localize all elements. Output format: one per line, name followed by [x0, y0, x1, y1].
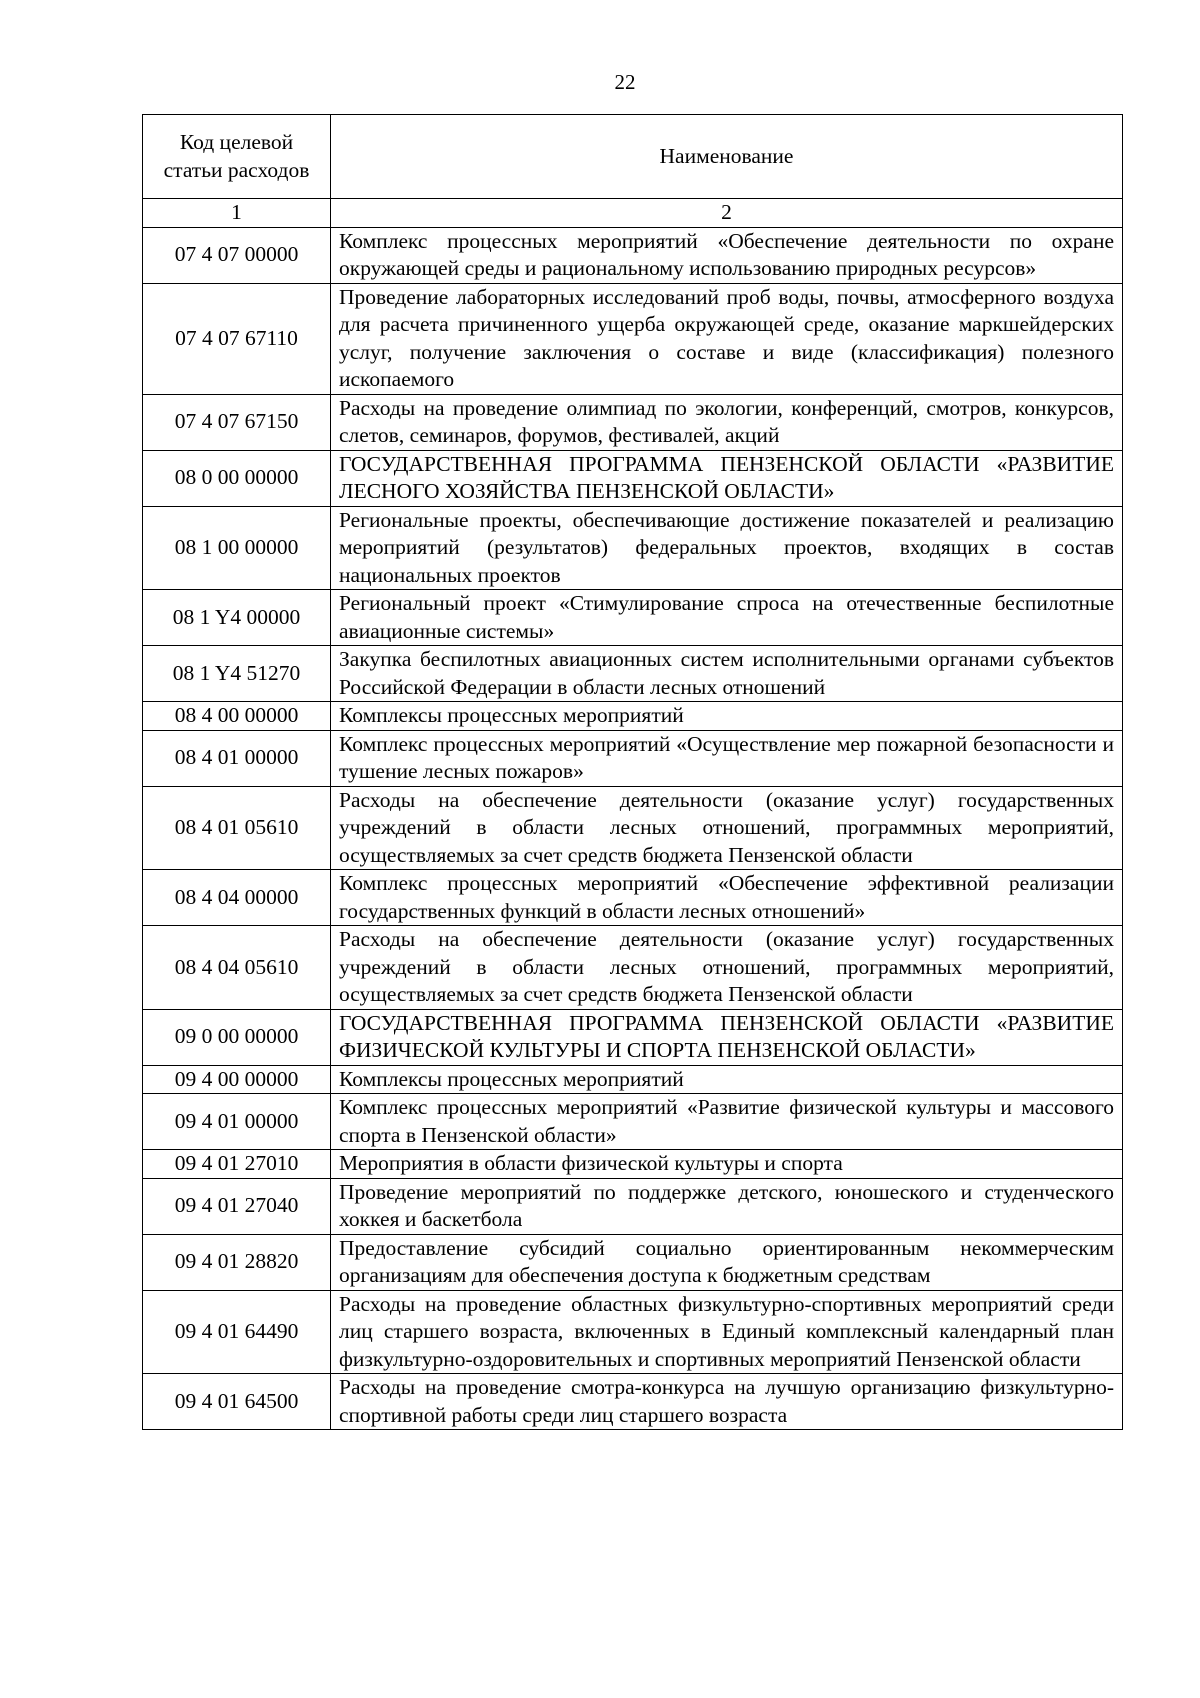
table-row [143, 1094, 1123, 1150]
table-row [143, 1290, 1123, 1374]
table-row [143, 1150, 1123, 1179]
row-name: Предоставление субсидий социально ориентированным некоммерческим организациям для обеспечения доступа к бюджетным средствам [331, 1234, 1123, 1290]
table-row [143, 1234, 1123, 1290]
row-name: Комплексы процессных мероприятий [331, 702, 1123, 731]
table-row [143, 646, 1123, 702]
row-name: Региональный проект «Стимулирование спроса на отечественные беспилотные авиационные системы» [331, 590, 1123, 646]
table-row [143, 1065, 1123, 1094]
row-name: ГОСУДАРСТВЕННАЯ ПРОГРАММА ПЕНЗЕНСКОЙ ОБЛАСТИ «РАЗВИТИЕ ФИЗИЧЕСКОЙ КУЛЬТУРЫ И СПОРТА ПЕНЗЕНСКОЙ ОБЛАСТИ» [331, 1009, 1123, 1065]
table-row [143, 506, 1123, 590]
row-name: ГОСУДАРСТВЕННАЯ ПРОГРАММА ПЕНЗЕНСКОЙ ОБЛАСТИ «РАЗВИТИЕ ЛЕСНОГО ХОЗЯЙСТВА ПЕНЗЕНСКОЙ ОБЛАСТИ» [331, 450, 1123, 506]
row-code: 09 4 00 00000 [143, 1065, 331, 1094]
row-code: 08 1 Y4 00000 [143, 590, 331, 646]
row-name: Комплекс процессных мероприятий «Обеспечение деятельности по охране окружающей среды и рациональному использованию природных ресурсов» [331, 227, 1123, 283]
row-code: 08 4 01 00000 [143, 730, 331, 786]
row-name: Комплекс процессных мероприятий «Осуществление мер пожарной безопасности и тушение лесных пожаров» [331, 730, 1123, 786]
row-code: 09 4 01 64490 [143, 1290, 331, 1374]
column-number-2: 2 [331, 199, 1123, 228]
row-code: 09 4 01 64500 [143, 1374, 331, 1430]
row-name: Расходы на обеспечение деятельности (оказание услуг) государственных учреждений в области лесных отношений, программных мероприятий, осуществляемых за счет средств бюджета Пензенской области [331, 926, 1123, 1010]
row-code: 08 4 04 00000 [143, 870, 331, 926]
page-number: 22 [614, 70, 636, 94]
row-name: Региональные проекты, обеспечивающие достижение показателей и реализацию мероприятий (результатов) федеральных проектов, входящих в состав национальных проектов [331, 506, 1123, 590]
table-body [143, 227, 1123, 1430]
table-row [143, 227, 1123, 283]
row-name: Проведение мероприятий по поддержке детского, юношеского и студенческого хоккея и баскетбола [331, 1178, 1123, 1234]
row-name: Расходы на проведение смотра-конкурса на лучшую организацию физкультурно-спортивной работы среди лиц старшего возраста [331, 1374, 1123, 1430]
row-code: 09 4 01 28820 [143, 1234, 331, 1290]
row-code: 08 1 Y4 51270 [143, 646, 331, 702]
row-code: 08 0 00 00000 [143, 450, 331, 506]
row-code: 09 0 00 00000 [143, 1009, 331, 1065]
table-row [143, 870, 1123, 926]
row-name: Комплекс процессных мероприятий «Развитие физической культуры и массового спорта в Пензенской области» [331, 1094, 1123, 1150]
row-code: 08 1 00 00000 [143, 506, 331, 590]
table-row [143, 702, 1123, 731]
row-name: Закупка беспилотных авиационных систем исполнительными органами субъектов Российской Федерации в области лесных отношений [331, 646, 1123, 702]
budget-classification-table [142, 114, 1123, 1430]
row-code: 08 4 00 00000 [143, 702, 331, 731]
table-row [143, 450, 1123, 506]
table-row [143, 1178, 1123, 1234]
table-row [143, 283, 1123, 394]
table-header-row [143, 115, 1123, 199]
row-code: 09 4 01 27040 [143, 1178, 331, 1234]
table-row [143, 590, 1123, 646]
row-code: 08 4 01 05610 [143, 786, 331, 870]
header-code-column: Код целевой статьи расходов [143, 115, 331, 199]
table-row [143, 786, 1123, 870]
table-row [143, 1009, 1123, 1065]
row-code: 07 4 07 00000 [143, 227, 331, 283]
row-code: 09 4 01 27010 [143, 1150, 331, 1179]
table-row [143, 394, 1123, 450]
row-name: Проведение лабораторных исследований проб воды, почвы, атмосферного воздуха для расчета причиненного ущерба окружающей среде, оказание маркшейдерских услуг, получение заключения о составе и виде (классификация) полезного ископаемого [331, 283, 1123, 394]
table-row [143, 730, 1123, 786]
row-name: Комплекс процессных мероприятий «Обеспечение эффективной реализации государственных функций в области лесных отношений» [331, 870, 1123, 926]
row-name: Расходы на проведение олимпиад по экологии, конференций, смотров, конкурсов, слетов, семинаров, форумов, фестивалей, акций [331, 394, 1123, 450]
table-row [143, 926, 1123, 1010]
row-name: Расходы на проведение областных физкультурно-спортивных мероприятий среди лиц старшего возраста, включенных в Единый комплексный календарный план физкультурно-оздоровительных и спортивных мероприятий Пензенской области [331, 1290, 1123, 1374]
row-name: Комплексы процессных мероприятий [331, 1065, 1123, 1094]
table-row [143, 1374, 1123, 1430]
row-code: 08 4 04 05610 [143, 926, 331, 1010]
row-code: 09 4 01 00000 [143, 1094, 331, 1150]
row-code: 07 4 07 67150 [143, 394, 331, 450]
row-name: Мероприятия в области физической культуры и спорта [331, 1150, 1123, 1179]
header-name-column: Наименование [331, 115, 1123, 199]
row-name: Расходы на обеспечение деятельности (оказание услуг) государственных учреждений в области лесных отношений, программных мероприятий, осуществляемых за счет средств бюджета Пензенской области [331, 786, 1123, 870]
column-number-1: 1 [143, 199, 331, 228]
row-code: 07 4 07 67110 [143, 283, 331, 394]
column-number-row [143, 199, 1123, 228]
